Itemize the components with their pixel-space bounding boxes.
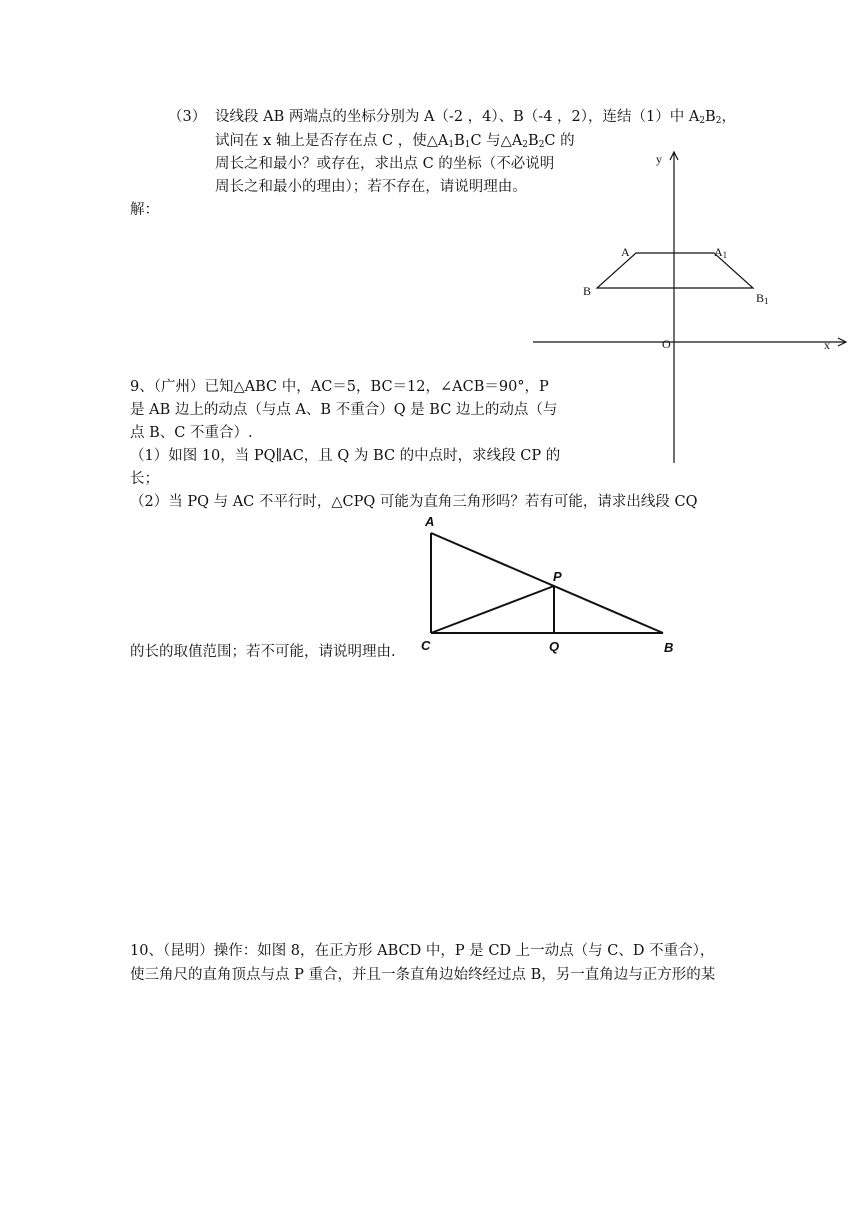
- point-a-label: A: [621, 245, 630, 259]
- problem9-line3: 点 B、C 不重合）.: [130, 425, 253, 441]
- problem9-line5: 长；: [130, 471, 159, 487]
- x-axis-label: x: [824, 338, 830, 352]
- vertex-c-label: C: [421, 638, 431, 653]
- point-b1-label: $B_1$: [756, 291, 769, 306]
- problem9-line1: 9、（广州）已知△ABC 中，AC＝5，BC＝12，∠ACB＝90°，P: [130, 379, 549, 395]
- problem9-line6: （2）当 PQ 与 AC 不平行时，△CPQ 可能为直角三角形吗？若有可能，请求出线段 CQ: [130, 494, 698, 510]
- problem3-line1: 设线段 AB 两端点的坐标分别为 A（-2 ，4）、B（-4 ，2），连结（1）中 $A_2B_2$，: [215, 109, 736, 126]
- answer-label: 解：: [130, 202, 159, 218]
- point-q-label: Q: [549, 639, 560, 654]
- problem10-line1: 10、（昆明）操作：如图 8，在正方形 ABCD 中，P 是 CD 上一动点（与 C、D 不重合），: [130, 943, 715, 959]
- problem10-line2: 使三角尺的直角顶点与点 P 重合，并且一条直角边始终经过点 B，另一直角边与正方形的某: [130, 967, 716, 983]
- side-ab: [431, 533, 663, 633]
- vertex-a-label: A: [425, 514, 435, 529]
- problem3-line2: 试问在 x 轴上是否存在点 C ，使$\triangle A_1B_1C$ 与$\triangle A_2B_2C$ 的: [215, 133, 575, 150]
- problem9-line4: （1）如图 10，当 PQ∥AC，且 Q 为 BC 的中点时，求线段 CP 的: [130, 448, 561, 464]
- origin-label: O: [662, 337, 671, 351]
- vertex-b-label: B: [664, 640, 674, 655]
- problem9-line7: 的长的取值范围；若不可能，请说明理由.: [130, 644, 396, 660]
- point-p-label: P: [553, 569, 562, 584]
- y-axis-label: y: [656, 152, 662, 166]
- problem3-number: （3）: [168, 109, 207, 125]
- problem3-line3: 周长之和最小？或存在，求出点 C 的坐标（不必说明: [215, 156, 555, 172]
- problem9-line2: 是 AB 边上的动点（与点 A、B 不重合）Q 是 BC 边上的动点（与: [130, 402, 558, 418]
- segment-cp: [431, 586, 554, 633]
- problem3-line4: 周长之和最小的理由）；若不存在，请说明理由。: [215, 179, 527, 195]
- point-a1-label: $A_1$: [714, 245, 728, 260]
- point-b-label: B: [583, 284, 592, 298]
